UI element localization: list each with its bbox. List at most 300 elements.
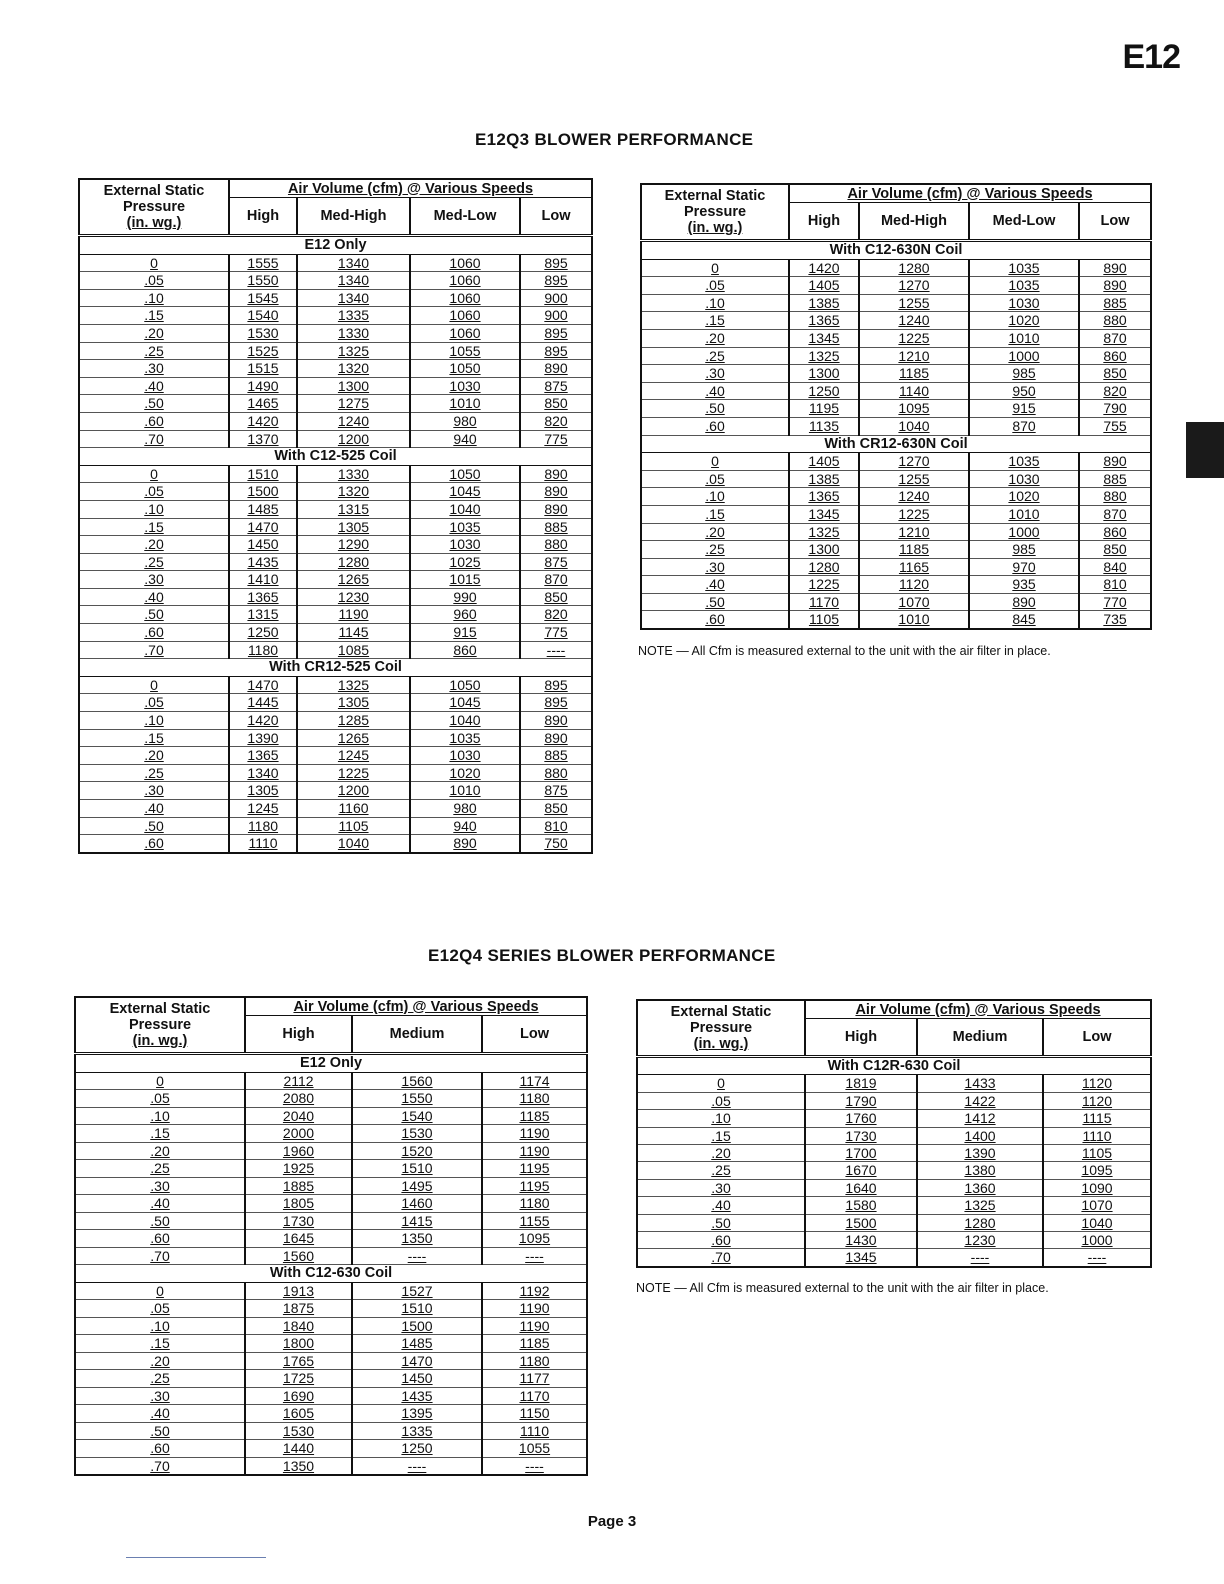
cell-value: 1380 [964, 1162, 996, 1179]
cell-value: 2080 [282, 1090, 315, 1106]
cell-value: .50 [150, 1422, 170, 1439]
cell-value: 1192 [519, 1282, 550, 1299]
cfm-cell [229, 518, 297, 536]
table-row [75, 1230, 587, 1248]
cell-value: .30 [711, 1179, 731, 1196]
table-row [75, 1247, 587, 1265]
cfm-cell [969, 312, 1079, 330]
cell-value: .25 [711, 1162, 731, 1179]
cfm-cell [805, 1214, 917, 1231]
cell-value: 895 [544, 694, 568, 711]
cfm-cell [229, 835, 297, 853]
header-speed-column: Medium [917, 1019, 1043, 1057]
cfm-cell [520, 571, 592, 589]
cell-value: 1300 [337, 377, 370, 394]
cfm-cell [520, 729, 592, 747]
pressure-cell [79, 571, 229, 589]
cfm-cell [352, 1352, 482, 1370]
cell-value: 1210 [898, 523, 930, 540]
table-row [79, 377, 592, 395]
table-row [75, 1300, 587, 1318]
cfm-cell [1079, 611, 1151, 629]
cell-value: 1245 [247, 800, 279, 816]
header-speed-column: Low [482, 1016, 587, 1054]
cell-value: 895 [544, 676, 568, 693]
cell-value: 845 [1012, 611, 1036, 628]
cell-value: 1365 [808, 488, 840, 505]
cell-value: 1275 [337, 395, 370, 412]
cfm-cell [520, 747, 592, 765]
cell-value: 1265 [337, 729, 370, 746]
cfm-cell [1079, 541, 1151, 559]
cell-value: 1225 [898, 505, 930, 522]
cfm-cell [789, 523, 859, 541]
cell-value: 1135 [808, 417, 840, 434]
cell-value: 850 [1103, 541, 1127, 558]
cell-value: .20 [150, 1352, 170, 1369]
cfm-cell [789, 329, 859, 347]
cfm-cell [520, 360, 592, 378]
pressure-cell [79, 694, 229, 712]
cell-value: 985 [1012, 541, 1036, 558]
cell-value: 0 [150, 676, 158, 693]
cell-value: 1315 [247, 606, 279, 623]
table-row [637, 1145, 1151, 1162]
cell-value: 1530 [247, 324, 279, 341]
cell-value: .40 [705, 576, 725, 593]
cell-value: 1525 [247, 342, 279, 359]
header-esp-line: Pressure [683, 204, 747, 220]
cell-value: 1365 [247, 747, 279, 764]
cell-value: 1790 [845, 1092, 877, 1109]
cell-value: 1060 [449, 307, 481, 324]
table-row [75, 1457, 587, 1475]
pressure-cell [641, 523, 789, 541]
cell-value: 1555 [247, 254, 279, 271]
cfm-cell [229, 536, 297, 554]
cfm-cell [805, 1145, 917, 1162]
cfm-cell [352, 1440, 482, 1458]
cell-value: .05 [705, 470, 725, 487]
cell-value: 1510 [401, 1160, 433, 1176]
cell-value: ---- [1087, 1249, 1107, 1266]
cell-value: .20 [705, 329, 725, 346]
cell-value: 1110 [1082, 1127, 1112, 1144]
cell-value: 1050 [449, 360, 481, 377]
cfm-cell [297, 307, 410, 325]
cell-value: 1510 [247, 465, 279, 482]
cell-value: 1020 [1008, 312, 1040, 329]
cell-value: 1390 [964, 1145, 996, 1162]
cfm-cell [789, 400, 859, 418]
table-row [79, 641, 592, 659]
cfm-cell [410, 817, 520, 835]
cfm-cell [1043, 1162, 1151, 1179]
cell-value: 1280 [898, 259, 930, 276]
cfm-cell [410, 588, 520, 606]
cell-value: 1060 [449, 289, 481, 306]
table-row [75, 1142, 587, 1160]
pressure-cell [637, 1145, 805, 1162]
cell-value: 1875 [282, 1300, 315, 1316]
cfm-cell [859, 505, 969, 523]
cfm-cell [352, 1230, 482, 1248]
cell-value: .50 [705, 593, 725, 610]
cfm-cell [410, 272, 520, 290]
cell-value: 895 [544, 272, 568, 289]
table-row [79, 412, 592, 430]
header-esp-line: (in. wg.) [693, 1036, 749, 1052]
cell-value: 1445 [247, 694, 279, 711]
cfm-cell [969, 611, 1079, 629]
table-row [637, 1092, 1151, 1109]
cfm-cell [352, 1405, 482, 1423]
cell-value: 875 [544, 782, 568, 799]
pressure-cell [79, 835, 229, 853]
cfm-cell [789, 558, 859, 576]
cfm-cell [482, 1212, 587, 1230]
cfm-cell [859, 611, 969, 629]
pressure-cell [641, 470, 789, 488]
pressure-cell [79, 324, 229, 342]
table-row [75, 1335, 587, 1353]
pressure-cell [79, 606, 229, 624]
cell-value: 735 [1103, 611, 1127, 628]
cell-value: 870 [1103, 505, 1127, 522]
cfm-cell [789, 488, 859, 506]
cell-value: 1330 [337, 465, 370, 482]
group-header-row [641, 241, 1151, 260]
cell-value: 1400 [964, 1127, 996, 1144]
header-esp-line: External Static [664, 188, 766, 204]
cell-value: 1420 [247, 712, 279, 729]
cfm-cell [520, 588, 592, 606]
cfm-cell [859, 329, 969, 347]
header-speed-column: Low [520, 198, 592, 236]
table-row [637, 1162, 1151, 1179]
cfm-cell [245, 1125, 352, 1143]
cfm-cell [352, 1282, 482, 1300]
cfm-cell [859, 541, 969, 559]
pressure-cell [637, 1214, 805, 1231]
cell-value: 1150 [519, 1405, 550, 1421]
cell-value: 1185 [519, 1335, 550, 1351]
pressure-cell [641, 417, 789, 435]
pressure-cell [637, 1197, 805, 1214]
cfm-cell [520, 395, 592, 413]
table-row [79, 307, 592, 325]
cfm-cell [229, 395, 297, 413]
cell-value: 850 [544, 395, 568, 412]
cfm-cell [297, 606, 410, 624]
pressure-cell [79, 500, 229, 518]
cfm-cell [1079, 470, 1151, 488]
cell-value: 1325 [337, 676, 370, 693]
cfm-cell [245, 1387, 352, 1405]
cfm-cell [297, 518, 410, 536]
cell-value: 820 [544, 412, 568, 429]
pressure-cell [75, 1300, 245, 1318]
cfm-cell [859, 470, 969, 488]
cfm-cell [410, 764, 520, 782]
cell-value: 1115 [1082, 1110, 1112, 1127]
cell-value: .30 [705, 558, 725, 575]
cell-value: 915 [453, 624, 477, 641]
cell-value: 1465 [247, 395, 279, 412]
pressure-cell [79, 272, 229, 290]
cell-value: 1819 [845, 1075, 877, 1092]
pressure-cell [637, 1110, 805, 1127]
header-air-volume: Air Volume (cfm) @ Various Speeds [245, 997, 587, 1016]
cell-value: 1070 [1081, 1197, 1113, 1214]
header-esp-line: Pressure [122, 199, 186, 215]
cell-value: .70 [144, 430, 164, 447]
cell-value: 1422 [964, 1092, 996, 1109]
pressure-cell [79, 307, 229, 325]
cell-value: 1245 [337, 747, 370, 764]
cfm-cell [1079, 347, 1151, 365]
cell-value: .40 [144, 588, 164, 605]
cell-value: 980 [453, 800, 477, 816]
cell-value: 1340 [247, 764, 279, 781]
pressure-cell [75, 1317, 245, 1335]
cfm-cell [352, 1422, 482, 1440]
cell-value: 1050 [449, 465, 481, 482]
cfm-cell [410, 395, 520, 413]
header-speed-column: High [245, 1016, 352, 1054]
pressure-cell [79, 254, 229, 272]
cell-value: 1140 [898, 382, 930, 399]
table-row [79, 764, 592, 782]
cfm-cell [297, 289, 410, 307]
cfm-cell [482, 1177, 587, 1195]
cell-value: 2112 [283, 1072, 314, 1089]
cell-value: 1545 [247, 289, 279, 306]
cell-value: 1055 [449, 342, 481, 359]
cfm-cell [229, 342, 297, 360]
page-code: E12 [1122, 38, 1180, 76]
cfm-cell [352, 1317, 482, 1335]
cfm-cell [297, 395, 410, 413]
cell-value: 1340 [337, 254, 370, 271]
cell-value: 1700 [845, 1145, 877, 1162]
cfm-cell [410, 536, 520, 554]
table-row [637, 1179, 1151, 1196]
cfm-cell [520, 254, 592, 272]
table-row [79, 518, 592, 536]
cell-value: 850 [1103, 365, 1127, 382]
pressure-cell [79, 800, 229, 818]
cell-value: .05 [144, 694, 164, 711]
cfm-cell [410, 800, 520, 818]
cell-value: 1885 [282, 1177, 315, 1194]
cfm-cell [297, 835, 410, 853]
pressure-cell [79, 289, 229, 307]
e12q3-table-left [78, 178, 593, 854]
table-row [75, 1072, 587, 1090]
pressure-cell [75, 1370, 245, 1388]
cell-value: 1010 [1008, 329, 1040, 346]
cell-value: 810 [1103, 576, 1127, 593]
cfm-cell [229, 500, 297, 518]
cfm-cell [297, 360, 410, 378]
header-esp-line: (in. wg.) [132, 1033, 188, 1049]
cell-value: 1195 [808, 400, 840, 417]
table-row [637, 1110, 1151, 1127]
cell-value: 1045 [449, 483, 481, 500]
cfm-cell [805, 1179, 917, 1196]
cell-value: 1174 [519, 1072, 550, 1089]
cell-value: 1070 [898, 593, 930, 610]
cfm-cell [410, 324, 520, 342]
cell-value: 1320 [337, 360, 370, 377]
header-external-static-pressure [637, 1000, 805, 1057]
table-row [641, 488, 1151, 506]
table-row [79, 694, 592, 712]
table-row [79, 360, 592, 378]
cell-value: 890 [544, 360, 568, 377]
pressure-cell [75, 1177, 245, 1195]
cell-value: .30 [150, 1387, 170, 1404]
cfm-cell [410, 553, 520, 571]
cell-value: 1290 [337, 536, 370, 553]
cfm-cell [482, 1282, 587, 1300]
cfm-cell [520, 835, 592, 853]
pressure-cell [75, 1335, 245, 1353]
cfm-cell [297, 272, 410, 290]
pressure-cell [79, 747, 229, 765]
cell-value: 870 [1012, 417, 1036, 434]
pressure-cell [641, 347, 789, 365]
cell-value: 1520 [401, 1142, 433, 1159]
pressure-cell [79, 553, 229, 571]
cfm-cell [520, 694, 592, 712]
cell-value: .20 [150, 1142, 170, 1159]
cfm-cell [229, 289, 297, 307]
cell-value: 850 [544, 800, 568, 816]
cell-value: 1040 [449, 712, 481, 729]
cfm-cell [352, 1125, 482, 1143]
cell-value: 1670 [845, 1162, 877, 1179]
table-row [637, 1232, 1151, 1249]
cfm-cell [229, 817, 297, 835]
cfm-cell [520, 817, 592, 835]
cell-value: 1335 [401, 1422, 433, 1439]
cfm-cell [789, 611, 859, 629]
cell-value: 1365 [808, 312, 840, 329]
table-row [79, 571, 592, 589]
group-label: With CR12-630N Coil [641, 435, 1151, 453]
cfm-cell [805, 1127, 917, 1144]
header-speed-column: Low [1079, 203, 1151, 241]
cfm-cell [1079, 505, 1151, 523]
cell-value: 1240 [337, 412, 370, 429]
cfm-cell [859, 417, 969, 435]
cell-value: .05 [150, 1300, 170, 1316]
cell-value: 1120 [898, 576, 930, 593]
cfm-cell [297, 800, 410, 818]
cell-value: 1105 [808, 611, 840, 628]
pressure-cell [79, 395, 229, 413]
cell-value: .20 [705, 523, 725, 540]
cfm-cell [297, 254, 410, 272]
cell-value: 775 [544, 430, 568, 447]
header-esp-line: Pressure [128, 1017, 192, 1033]
cell-value: 1805 [282, 1195, 315, 1211]
pressure-cell [79, 764, 229, 782]
cfm-cell [297, 342, 410, 360]
pressure-cell [79, 817, 229, 835]
cfm-cell [245, 1335, 352, 1353]
table-row [79, 676, 592, 694]
cfm-cell [352, 1142, 482, 1160]
table-row [79, 500, 592, 518]
cell-value: 1195 [519, 1160, 550, 1176]
group-header-row [79, 236, 592, 255]
cell-value: 935 [1012, 576, 1036, 593]
cfm-cell [789, 593, 859, 611]
cell-value: 1470 [247, 518, 279, 535]
cfm-cell [1043, 1232, 1151, 1249]
cell-value: 1405 [808, 277, 840, 294]
table-row [79, 289, 592, 307]
cell-value: .60 [150, 1230, 170, 1246]
cfm-cell [520, 676, 592, 694]
header-esp-line: External Static [670, 1004, 772, 1020]
cell-value: .05 [711, 1092, 731, 1109]
pressure-cell [641, 294, 789, 312]
cfm-cell [410, 254, 520, 272]
cell-value: 1345 [808, 505, 840, 522]
cell-value: 1560 [282, 1247, 315, 1264]
cell-value: 1960 [282, 1142, 315, 1159]
cfm-cell [1079, 329, 1151, 347]
cell-value: 890 [544, 483, 568, 500]
pressure-cell [637, 1075, 805, 1092]
cell-value: 890 [1012, 593, 1036, 610]
pressure-cell [75, 1125, 245, 1143]
cell-value: 1000 [1081, 1232, 1113, 1249]
cell-value: 1410 [247, 571, 279, 588]
cell-value: 1010 [449, 395, 481, 412]
pressure-cell [75, 1160, 245, 1178]
cell-value: 890 [544, 465, 568, 482]
pressure-cell [637, 1179, 805, 1196]
cell-value: 1550 [247, 272, 279, 289]
cell-value: .50 [144, 817, 164, 834]
pressure-cell [75, 1072, 245, 1090]
cfm-cell [520, 289, 592, 307]
cell-value: 0 [711, 453, 719, 470]
cell-value: 985 [1012, 365, 1036, 382]
table-row [641, 505, 1151, 523]
cell-value: 890 [1103, 277, 1127, 294]
cell-value: .25 [150, 1160, 170, 1176]
e12q4-table-left [74, 996, 588, 1476]
pressure-cell [641, 277, 789, 295]
cfm-cell [482, 1072, 587, 1090]
group-header-row [641, 435, 1151, 453]
cell-value: .60 [150, 1440, 170, 1456]
table-row [641, 400, 1151, 418]
table-row [79, 817, 592, 835]
cell-value: 860 [453, 641, 477, 658]
cfm-cell [1079, 382, 1151, 400]
cfm-cell [789, 470, 859, 488]
section-title: E12Q3 BLOWER PERFORMANCE [475, 130, 754, 149]
cfm-cell [1043, 1145, 1151, 1162]
cfm-cell [245, 1195, 352, 1213]
